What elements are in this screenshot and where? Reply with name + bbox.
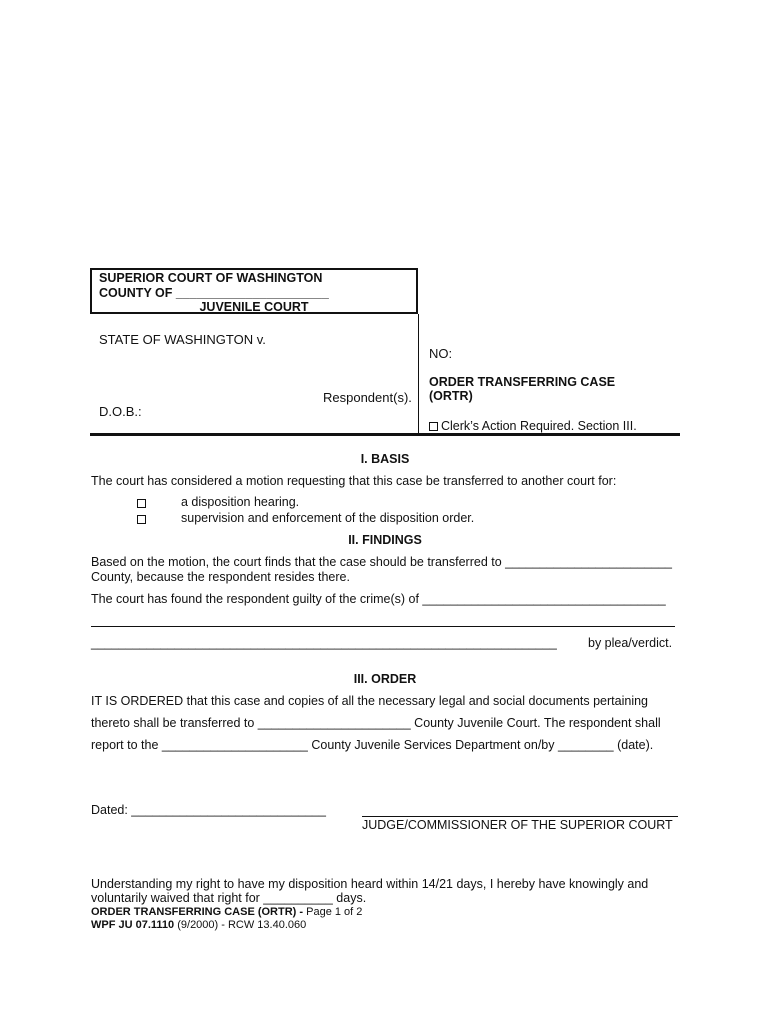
basis-heading: I. BASIS: [360, 452, 410, 466]
court-name: SUPERIOR COURT OF WASHINGTON: [99, 271, 323, 285]
crime-blank-line: [91, 626, 675, 627]
findings-line-5: ___________________________________________________________________: [91, 636, 557, 650]
juvenile-court: JUVENILE COURT: [199, 300, 309, 314]
order-line-3: report to the _____________________ County Juvenile Services Department on/by ________ (date).: [91, 738, 654, 752]
footer-revision: (9/2000) - RCW 13.40.060: [174, 919, 307, 931]
judge-signature-line: [362, 816, 678, 817]
findings-heading: II. FINDINGS: [348, 533, 422, 547]
basis-option-1-text: a disposition hearing.: [181, 495, 300, 509]
dated-field: Dated: ____________________________: [91, 803, 326, 817]
caption-bottom-rule: [90, 433, 680, 436]
waiver-line-2: voluntarily waived that right for __________ days.: [91, 891, 367, 905]
document-code: (ORTR): [429, 389, 473, 403]
findings-line-2: County, because the respondent resides there.: [91, 570, 350, 584]
footer-form-number: [91, 919, 306, 931]
basis-option-2: [137, 511, 475, 526]
findings-line-1: Based on the motion, the court finds that the case should be transferred to ________________________: [91, 555, 672, 569]
order-line-2: thereto shall be transferred to ______________________ County Juvenile Court. The respondent shall: [91, 716, 661, 730]
caption-divider: [418, 314, 419, 434]
footer-title: [91, 906, 362, 918]
order-line-1: IT IS ORDERED that this case and copies of all the necessary legal and social documents pertaining: [91, 694, 649, 708]
plea-verdict: by plea/verdict.: [588, 636, 673, 650]
footer-form-title: ORDER TRANSFERRING CASE (ORTR) -: [91, 906, 304, 918]
basis-option-1: [137, 495, 300, 510]
disposition-hearing-checkbox[interactable]: [137, 499, 146, 508]
dob-label: D.O.B.:: [99, 404, 142, 419]
footer-wpf: WPF JU 07.1110: [91, 919, 175, 931]
basis-intro: The court has considered a motion requesting that this case be transferred to another court for:: [91, 474, 617, 488]
clerk-action: [429, 419, 637, 433]
judge-title: JUDGE/COMMISSIONER OF THE SUPERIOR COURT: [362, 818, 673, 832]
county-line: COUNTY OF ______________________: [99, 286, 329, 300]
clerk-action-checkbox[interactable]: [429, 422, 438, 431]
waiver-line-1: Understanding my right to have my disposition heard within 14/21 days, I hereby have knowingly and: [91, 877, 649, 891]
footer-page: Page 1 of 2: [303, 906, 363, 918]
supervision-checkbox[interactable]: [137, 515, 146, 524]
case-number-label: NO:: [429, 346, 453, 361]
basis-option-2-text: supervision and enforcement of the disposition order.: [181, 511, 475, 525]
state-line: STATE OF WASHINGTON v.: [99, 332, 266, 347]
respondent-label: Respondent(s).: [323, 390, 412, 405]
findings-line-3: The court has found the respondent guilty of the crime(s) of ___________________________________: [91, 592, 666, 606]
clerk-action-text: Clerk’s Action Required. Section III.: [441, 419, 637, 433]
order-heading: III. ORDER: [353, 672, 417, 686]
document-title: ORDER TRANSFERRING CASE: [429, 375, 616, 389]
